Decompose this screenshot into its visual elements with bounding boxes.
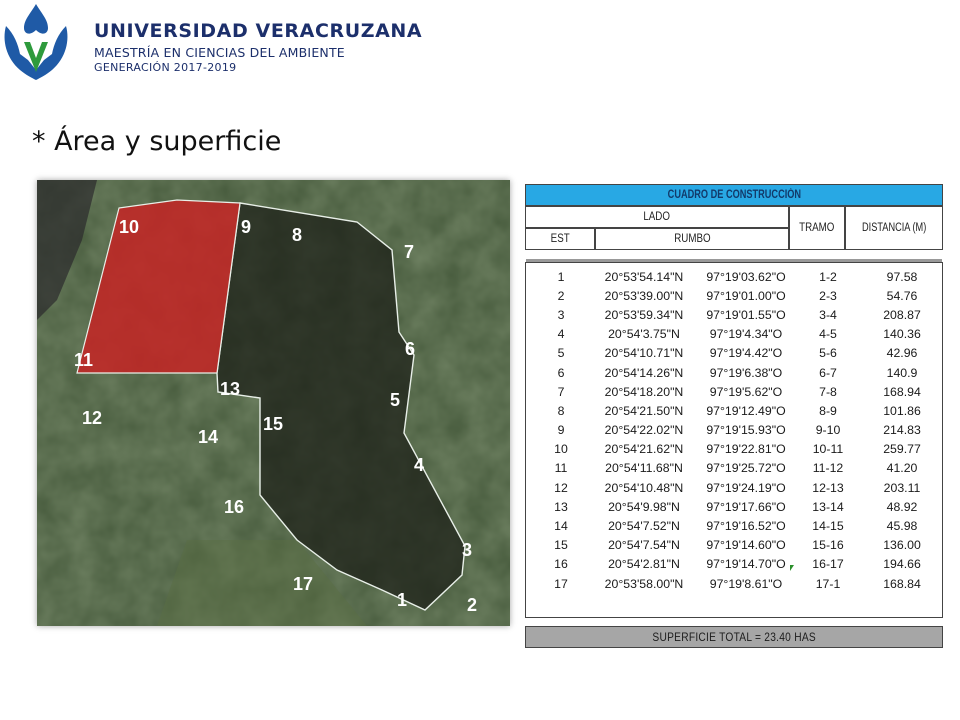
map-label-17: 17: [293, 574, 314, 594]
cell-est: 16: [554, 557, 568, 572]
cell-lon: 97°19'8.61"O: [709, 576, 783, 591]
cell-est: 17: [554, 576, 568, 591]
cell-est: 4: [557, 327, 565, 342]
cell-est: 15: [554, 538, 568, 553]
header-lado: LADO: [525, 206, 789, 228]
cell-tramo: 13-14: [812, 499, 844, 514]
cell-dist: 194.66: [883, 557, 921, 572]
map-label-4: 4: [414, 455, 425, 475]
map-label-5: 5: [390, 390, 401, 410]
cell-lat: 20°54'21.50"N: [604, 403, 684, 418]
cell-est: 1: [557, 269, 565, 284]
map-label-16: 16: [224, 497, 245, 517]
slide-title: * Área y superficie: [32, 126, 282, 157]
cell-lon: 97°19'25.72"O: [706, 461, 786, 476]
cell-lat: 20°54'18.20"N: [604, 384, 684, 399]
cell-lat: 20°54'21.62"N: [604, 442, 684, 457]
table-row: [532, 363, 942, 382]
table-row: [532, 382, 942, 401]
table-row: [532, 401, 942, 420]
cell-dist: 48.92: [886, 499, 918, 514]
cell-dist: 208.87: [883, 307, 921, 322]
cell-lat: 20°54'7.52"N: [608, 519, 680, 534]
cell-tramo: 11-12: [812, 461, 844, 476]
cell-dist: 45.98: [886, 519, 918, 534]
cell-lat: 20°54'7.54"N: [608, 538, 680, 553]
cell-lon: 97°19'5.62"O: [709, 384, 783, 399]
cell-est: 13: [554, 499, 568, 514]
cell-lon: 97°19'6.38"O: [709, 365, 783, 380]
cell-dist: 97.58: [886, 269, 918, 284]
cell-lat: 20°54'10.48"N: [604, 480, 684, 495]
generation-label: GENERACIÓN 2017-2019: [94, 61, 237, 74]
table-row: [532, 497, 942, 516]
table-row: [532, 267, 942, 286]
cell-lat: 20°54'2.81"N: [608, 557, 680, 572]
cell-lon: 97°19'24.19"O: [706, 480, 786, 495]
map-label-13: 13: [220, 379, 241, 399]
cell-tramo: 8-9: [819, 403, 837, 418]
cell-est: 5: [557, 346, 565, 361]
map-label-3: 3: [462, 540, 473, 560]
cell-lon: 97°19'22.81"O: [706, 442, 786, 457]
cell-lat: 20°54'3.75"N: [608, 327, 680, 342]
cell-est: 8: [557, 403, 565, 418]
cell-est: 9: [557, 423, 565, 438]
map-label-15: 15: [263, 414, 284, 434]
cell-dist: 54.76: [886, 288, 918, 303]
table-caption: CUADRO DE CONSTRUCCIÓN: [525, 184, 943, 206]
cell-lat: 20°54'9.98"N: [608, 499, 680, 514]
cell-est: 2: [557, 288, 565, 303]
cell-est: 10: [554, 442, 568, 457]
cell-dist: 41.20: [886, 461, 918, 476]
cell-lat: 20°54'22.02"N: [604, 423, 684, 438]
cell-dist: 101.86: [883, 403, 921, 418]
cell-est: 7: [557, 384, 565, 399]
cell-dist: 214.83: [883, 423, 921, 438]
cell-lon: 97°19'4.42"O: [709, 346, 783, 361]
header-est: EST: [525, 228, 595, 250]
map-label-7: 7: [404, 242, 415, 262]
cell-lon: 97°19'01.00"O: [706, 288, 786, 303]
cell-est: 6: [557, 365, 565, 380]
cell-tramo: 6-7: [819, 365, 837, 380]
cell-tramo: 15-16: [812, 538, 844, 553]
map-label-10: 10: [119, 217, 140, 237]
map-label-11: 11: [74, 350, 94, 370]
cell-tramo: 1-2: [819, 269, 837, 284]
header-rumbo: RUMBO: [595, 228, 789, 250]
cell-dist: 203.11: [883, 480, 921, 495]
cell-lon: 97°19'14.70"O: [706, 557, 786, 572]
cell-lon: 97°19'01.55"O: [706, 307, 786, 322]
cell-tramo: 10-11: [812, 442, 844, 457]
cell-lat: 20°53'58.00"N: [604, 576, 684, 591]
green-marker: [790, 565, 794, 571]
table-row: [532, 325, 942, 344]
cell-lat: 20°54'10.71"N: [604, 346, 684, 361]
cell-lon: 97°19'14.60"O: [706, 538, 786, 553]
table-row: [532, 421, 942, 440]
cell-dist: 140.36: [883, 327, 921, 342]
university-name: UNIVERSIDAD VERACRUZANA: [94, 20, 423, 42]
table-row: [532, 286, 942, 305]
cell-tramo: 9-10: [815, 423, 841, 438]
cell-lon: 97°19'16.52"O: [706, 519, 786, 534]
cell-tramo: 12-13: [812, 480, 844, 495]
cell-lon: 97°19'4.34"O: [709, 327, 783, 342]
cell-tramo: 14-15: [812, 519, 844, 534]
cell-lat: 20°54'14.26"N: [604, 365, 684, 380]
cell-lat: 20°53'59.34"N: [604, 307, 684, 322]
cell-lon: 97°19'15.93"O: [706, 423, 786, 438]
cell-dist: 140.9: [886, 365, 918, 380]
satellite-map: [37, 180, 510, 626]
cell-dist: 168.84: [883, 576, 921, 591]
cell-dist: 259.77: [883, 442, 921, 457]
table-row: [532, 440, 942, 459]
table-row: [532, 555, 942, 574]
cell-tramo: 3-4: [819, 307, 837, 322]
header-tramo: TRAMO: [789, 206, 845, 250]
cell-est: 11: [554, 461, 568, 476]
cell-lat: 20°53'54.14"N: [604, 269, 684, 284]
cell-tramo: 5-6: [819, 346, 837, 361]
cell-est: 14: [554, 519, 568, 534]
map-label-14: 14: [198, 427, 219, 447]
map-label-9: 9: [241, 217, 252, 237]
table-body: [525, 262, 943, 618]
map-label-1: 1: [397, 590, 408, 610]
cell-lat: 20°53'39.00"N: [604, 288, 684, 303]
cell-dist: 168.94: [883, 384, 921, 399]
table-row: [532, 344, 942, 363]
cell-tramo: 2-3: [819, 288, 837, 303]
cell-dist: 136.00: [883, 538, 921, 553]
cell-tramo: 7-8: [819, 384, 837, 399]
cell-est: 12: [554, 480, 568, 495]
cell-lat: 20°54'11.68"N: [605, 461, 683, 476]
table-row: [532, 478, 942, 497]
table-row: [532, 536, 942, 555]
map-label-2: 2: [467, 595, 478, 615]
map-label-8: 8: [292, 225, 303, 245]
total-area: SUPERFICIE TOTAL = 23.40 HAS: [525, 626, 943, 648]
cell-lon: 97°19'12.49"O: [706, 403, 786, 418]
table-row: [532, 459, 942, 478]
map-label-12: 12: [82, 408, 103, 428]
cell-tramo: 16-17: [812, 557, 844, 572]
table-row: [532, 516, 942, 535]
cell-dist: 42.96: [886, 346, 918, 361]
map-label-6: 6: [405, 339, 416, 359]
table-row: [532, 574, 942, 593]
cell-lon: 97°19'03.62"O: [706, 269, 786, 284]
cell-lon: 97°19'17.66"O: [706, 499, 786, 514]
cell-est: 3: [557, 307, 565, 322]
cell-tramo: 4-5: [819, 327, 837, 342]
table-header: [525, 184, 943, 250]
university-logo: [0, 0, 72, 82]
cell-tramo: 17-1: [815, 576, 841, 591]
program-name: MAESTRÍA EN CIENCIAS DEL AMBIENTE: [94, 45, 345, 60]
header-distancia: DISTANCIA (M): [845, 206, 943, 250]
table-row: [532, 305, 942, 324]
